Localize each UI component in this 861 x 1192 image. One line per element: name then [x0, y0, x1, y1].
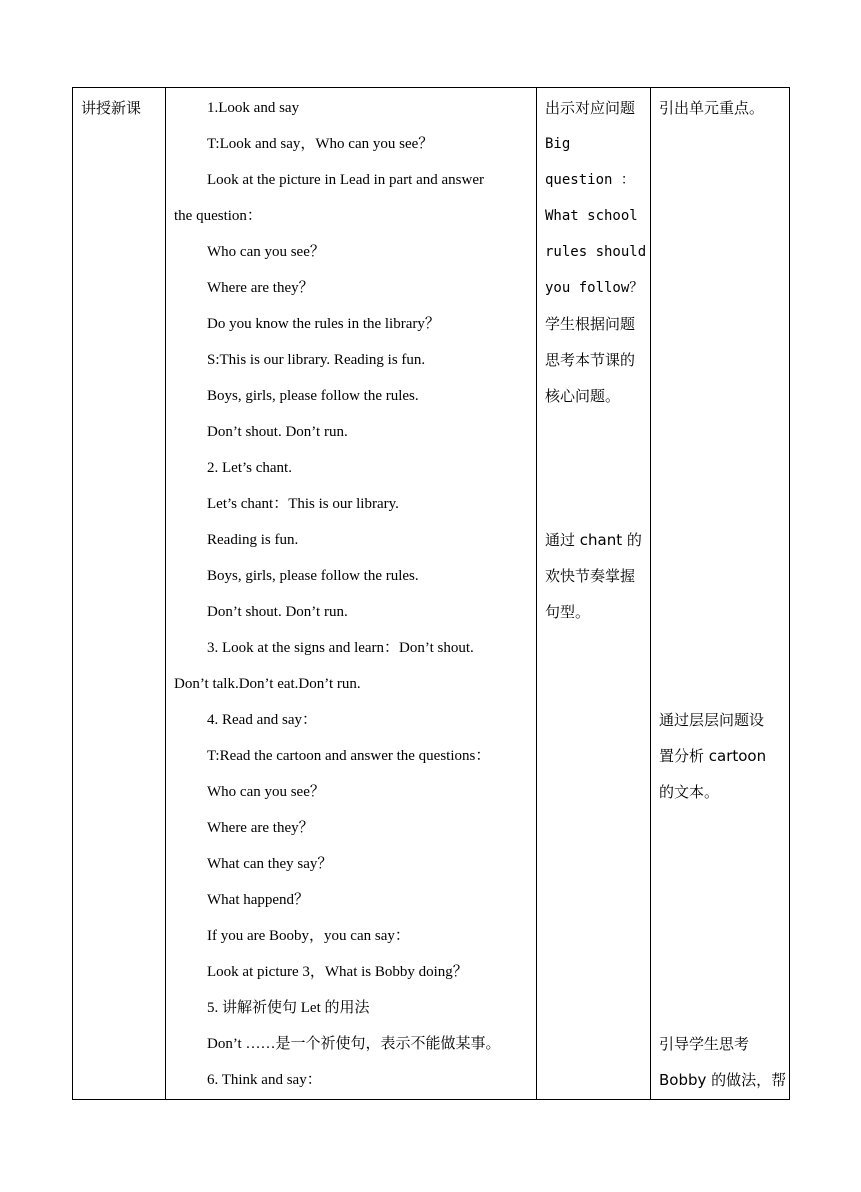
- activity-line: question ：: [545, 172, 635, 188]
- intent-line: Bobby 的做法，帮: [659, 1071, 787, 1089]
- procedure-line: Where are they？: [207, 280, 314, 296]
- procedure-line: 5. 讲解祈使句 Let 的用法: [207, 1000, 370, 1016]
- procedure-cell: [166, 88, 537, 1100]
- intent-cell: [651, 88, 790, 1100]
- procedure-line: Boys, girls, please follow the rules.: [207, 568, 419, 584]
- procedure-line: Don’t talk.Don’t eat.Don’t run.: [174, 676, 361, 692]
- procedure-line: Let’s chant：This is our library.: [207, 496, 399, 512]
- activity-line: 句型。: [545, 603, 591, 621]
- procedure-line: 6. Think and say：: [207, 1072, 322, 1088]
- activity-line: What school: [545, 208, 638, 224]
- intent-line: 通过层层问题设: [659, 711, 765, 729]
- procedure-line: S:This is our library. Reading is fun.: [207, 352, 426, 368]
- activity-line: rules should: [545, 244, 647, 260]
- procedure-line: Don’t ……是一个祈使句，表示不能做某事。: [207, 1036, 501, 1052]
- procedure-line: T:Look and say，Who can you see？: [207, 136, 434, 152]
- activity-line: 出示对应问题: [545, 99, 636, 117]
- procedure-line: 1.Look and say: [207, 100, 300, 116]
- procedure-line: Boys, girls, please follow the rules.: [207, 388, 419, 404]
- procedure-line: If you are Booby，you can say：: [207, 928, 410, 944]
- procedure-line: Where are they？: [207, 820, 314, 836]
- stage-cell: [73, 88, 166, 1100]
- activity-line: 欢快节奏掌握: [545, 567, 636, 585]
- lesson-plan-table: [72, 87, 790, 1100]
- activity-line: 通过 chant 的: [545, 531, 642, 549]
- procedure-line: the question：: [174, 208, 262, 224]
- procedure-line: Reading is fun.: [207, 532, 299, 548]
- activity-line: 核心问题。: [545, 387, 621, 405]
- activity-line: 思考本节课的: [545, 351, 636, 369]
- procedure-line: Who can you see？: [207, 244, 325, 260]
- activity-cell: [537, 88, 651, 1100]
- intent-line: 置分析 cartoon: [659, 747, 767, 765]
- procedure-line: 4. Read and say：: [207, 712, 317, 728]
- procedure-line: Don’t shout. Don’t run.: [207, 604, 348, 620]
- procedure-line: What can they say？: [207, 856, 333, 872]
- activity-line: 学生根据问题: [545, 315, 636, 333]
- procedure-line: 3. Look at the signs and learn：Don’t shout.: [207, 640, 474, 656]
- procedure-line: T:Read the cartoon and answer the questions：: [207, 748, 491, 764]
- activity-line: Big: [545, 136, 571, 152]
- procedure-line: Look at picture 3，What is Bobby doing？: [207, 964, 468, 980]
- procedure-line: Who can you see？: [207, 784, 325, 800]
- stage-label: 讲授新课: [81, 99, 142, 117]
- intent-line: 的文本。: [659, 783, 720, 801]
- activity-line: you follow？: [545, 280, 644, 296]
- procedure-line: What happend？: [207, 892, 310, 908]
- intent-line: 引导学生思考: [659, 1035, 750, 1053]
- procedure-line: Do you know the rules in the library？: [207, 316, 440, 332]
- intent-line: 引出单元重点。: [659, 99, 765, 117]
- procedure-line: 2. Let’s chant.: [207, 460, 292, 476]
- procedure-line: Don’t shout. Don’t run.: [207, 424, 348, 440]
- procedure-line: Look at the picture in Lead in part and answer: [207, 172, 484, 188]
